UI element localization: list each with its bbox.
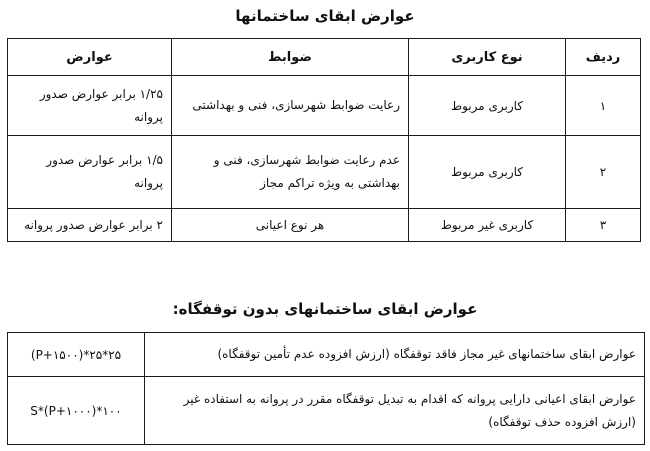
header-rules: ضوابط xyxy=(172,39,409,76)
formula-cell: (P+۱۵۰۰)*۲۵*۲۵ xyxy=(8,333,145,377)
description-cell: عوارض ابقای اعیانی دارایی پروانه که اقدام به تبدیل توقفگاه مقرر در پروانه به استفاده غیر (ارزش افزوده حذف توقفگاه) xyxy=(145,377,645,445)
formula-cell: S*(P+۱۰۰۰)*۱۰۰ xyxy=(8,377,145,445)
table-row xyxy=(8,377,645,445)
usage-cell: کاربری مربوط xyxy=(409,76,566,136)
usage-cell: کاربری غیر مربوط xyxy=(409,209,566,242)
description-cell: عوارض ابقای ساختمانهای غیر مجاز فاقد توقفگاه (ارزش افزوده عدم تأمین توقفگاه) xyxy=(145,333,645,377)
table-row xyxy=(8,136,641,209)
parking-fees-table xyxy=(7,332,645,445)
rules-cell: عدم رعایت ضوابط شهرسازی، فنی و بهداشتی به ویژه تراکم مجاز xyxy=(172,136,409,209)
table-header-row xyxy=(8,39,641,76)
table-row xyxy=(8,209,641,242)
table-row xyxy=(8,76,641,136)
fees-table xyxy=(7,38,641,242)
row-number: ۳ xyxy=(566,209,641,242)
fees-cell: ۲ برابر عوارض صدور پروانه xyxy=(8,209,172,242)
header-usage: نوع کاربری xyxy=(409,39,566,76)
row-number: ۱ xyxy=(566,76,641,136)
fees-cell: ۱/۲۵ برابر عوارض صدور پروانه xyxy=(8,76,172,136)
rules-cell: رعایت ضوابط شهرسازی، فنی و بهداشتی xyxy=(172,76,409,136)
row-number: ۲ xyxy=(566,136,641,209)
table1-title: عوارض ابقای ساختمانها xyxy=(235,7,415,25)
fees-cell: ۱/۵ برابر عوارض صدور پروانه xyxy=(8,136,172,209)
rules-cell: هر نوع اعیانی xyxy=(172,209,409,242)
table2-title: عوارض ابقای ساختمانهای بدون توقفگاه: xyxy=(172,300,478,318)
table-row xyxy=(8,333,645,377)
usage-cell: کاربری مربوط xyxy=(409,136,566,209)
header-row-number: ردیف xyxy=(566,39,641,76)
header-fees: عوارض xyxy=(8,39,172,76)
